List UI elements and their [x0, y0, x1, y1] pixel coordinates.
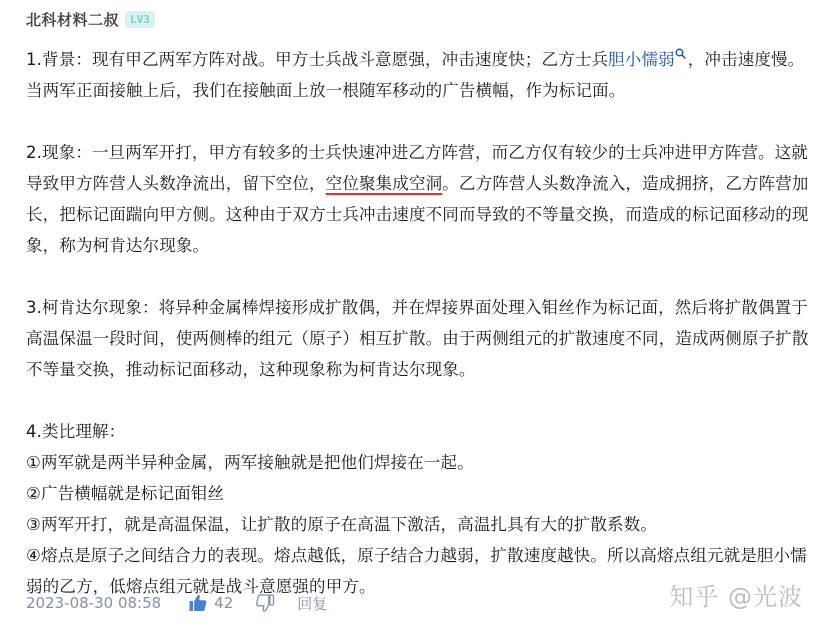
paragraph-phenomenon — [26, 137, 818, 261]
text-segment: 2.现象：一旦两军开打，甲方有较多的士兵快速冲进乙方阵营，而乙方仅有较少的士兵冲进甲方阵营。这就导致甲方阵营人头数净流出，留下空位， — [26, 143, 808, 193]
paragraph-spacer — [26, 385, 818, 416]
analogy-item: ③两军开打，就是高温保温，让扩散的原子在高温下激活，高温扎具有大的扩散系数。 — [26, 515, 657, 534]
analogy-item: ①两军就是两半异种金属，两军接触就是把他们焊接在一起。 — [26, 453, 474, 472]
thumbs-up-icon[interactable] — [188, 593, 208, 613]
watermark: 知乎 @光波 — [669, 583, 803, 611]
thumbs-down-icon[interactable] — [255, 593, 275, 613]
keyword-link-text[interactable]: 胆小懦弱 — [608, 50, 675, 69]
text-segment: 。乙方阵营人头数净流入，造成拥挤，乙方阵营加长，把标记面踹向甲方侧。这种由于双方士兵冲击速度不同而导致的不等量交换，而造成的标记面移动的现象，称为柯肯达尔现象。 — [26, 174, 809, 255]
reply-button[interactable]: 回复 — [297, 594, 328, 613]
text-segment: ，冲击速度慢。当两军正面接触上后，我们在接触面上放一根随军移动的广告横幅，作为标记面。 — [26, 50, 805, 100]
comment-header — [26, 7, 155, 31]
paragraph-kirkendall: 3.柯肯达尔现象：将异种金属棒焊接形成扩散偶，并在焊接界面处理入钼丝作为标记面，然后将扩散偶置于高温保温一段时间，使两侧棒的组元（原子）相互扩散。由于两侧组元的扩散速度不同，造成两侧原子扩散不等量交换，推动标记面移动，这种现象称为柯肯达尔现象。 — [26, 298, 809, 379]
highlighted-phrase: 空位聚集成空洞 — [325, 174, 443, 193]
paragraph-spacer — [26, 261, 818, 292]
paragraph-spacer — [26, 106, 818, 137]
keyword-link[interactable] — [608, 50, 688, 69]
paragraph-background — [26, 44, 818, 106]
analogy-item: ②广告横幅就是标记面钼丝 — [26, 484, 225, 503]
analogy-title: 4.类比理解： — [26, 422, 126, 441]
author-name[interactable]: 北科材料二叔 — [26, 10, 120, 29]
timestamp: 2023-08-30 08:58 — [26, 594, 162, 612]
comment-body — [26, 44, 818, 602]
search-icon[interactable] — [675, 48, 688, 59]
like-button[interactable] — [188, 593, 255, 613]
analogy-item: ④熔点是原子之间结合力的表现。熔点越低，原子结合力越弱，扩散速度越快。所以高熔点组元就是胆小懦弱的乙方，低熔点组元就是战斗意愿强的甲方。 — [26, 546, 807, 596]
text-segment: 1.背景：现有甲乙两军方阵对战。甲方士兵战斗意愿强，冲击速度快；乙方士兵 — [26, 50, 609, 69]
level-badge: LV3 — [125, 11, 155, 28]
dislike-button[interactable] — [255, 593, 275, 613]
like-count: 42 — [214, 594, 234, 612]
comment-footer — [26, 590, 327, 616]
